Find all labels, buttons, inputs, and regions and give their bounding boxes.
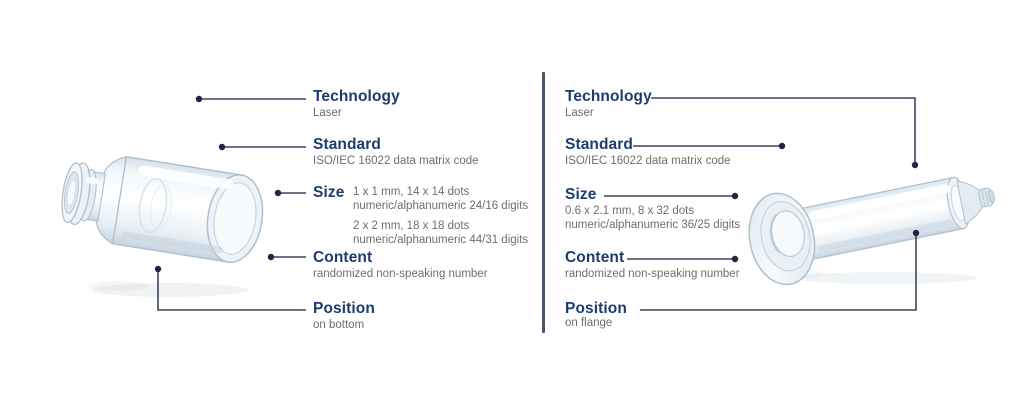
syringe-size-line1: 0.6 x 2.1 mm, 8 x 32 dots (565, 205, 695, 217)
syringe-size-line2: numeric/alphanumeric 36/25 digits (565, 219, 741, 231)
vial-body-group (56, 148, 268, 266)
vial-technology-value: Laser (313, 107, 342, 119)
syringe-position-value: on flange (565, 317, 613, 329)
vial-size-label: Size (313, 184, 345, 201)
glass-syringe-image (735, 150, 1015, 290)
vial-content-value: randomized non-speaking number (313, 268, 488, 280)
vial-standard-value: ISO/IEC 16022 data matrix code (313, 155, 479, 167)
syringe-technology-label: Technology (565, 88, 652, 105)
callout-dot-vial-technology (196, 96, 202, 102)
syringe-standard-value: ISO/IEC 16022 data matrix code (565, 155, 731, 167)
vial-technology-label: Technology (313, 88, 400, 105)
syringe-size-label: Size (565, 186, 597, 203)
vial-size-option2-line1: 2 x 2 mm, 18 x 18 dots (353, 220, 470, 232)
syringe-content-value: randomized non-speaking number (565, 268, 740, 280)
syringe-technology-value: Laser (565, 107, 594, 119)
vial-position-value: on bottom (313, 319, 365, 331)
glass-vial-image (48, 138, 292, 302)
panel-divider (542, 72, 545, 333)
vial-standard-label: Standard (313, 136, 381, 153)
vial-size-option1-line2: numeric/alphanumeric 24/16 digits (353, 200, 529, 212)
vial-size-option2-line2: numeric/alphanumeric 44/31 digits (353, 234, 529, 246)
syringe-content-label: Content (565, 249, 625, 266)
vial-position-label: Position (313, 300, 375, 317)
callout-dot-syringe-standard (779, 143, 785, 149)
syringe-position-label: Position (565, 300, 627, 317)
syringe-body-group (741, 151, 1003, 290)
vial-size-option1-line1: 1 x 1 mm, 14 x 14 dots (353, 186, 470, 198)
syringe-standard-label: Standard (565, 136, 633, 153)
vial-reflection-small (88, 281, 148, 291)
vial-content-label: Content (313, 249, 373, 266)
